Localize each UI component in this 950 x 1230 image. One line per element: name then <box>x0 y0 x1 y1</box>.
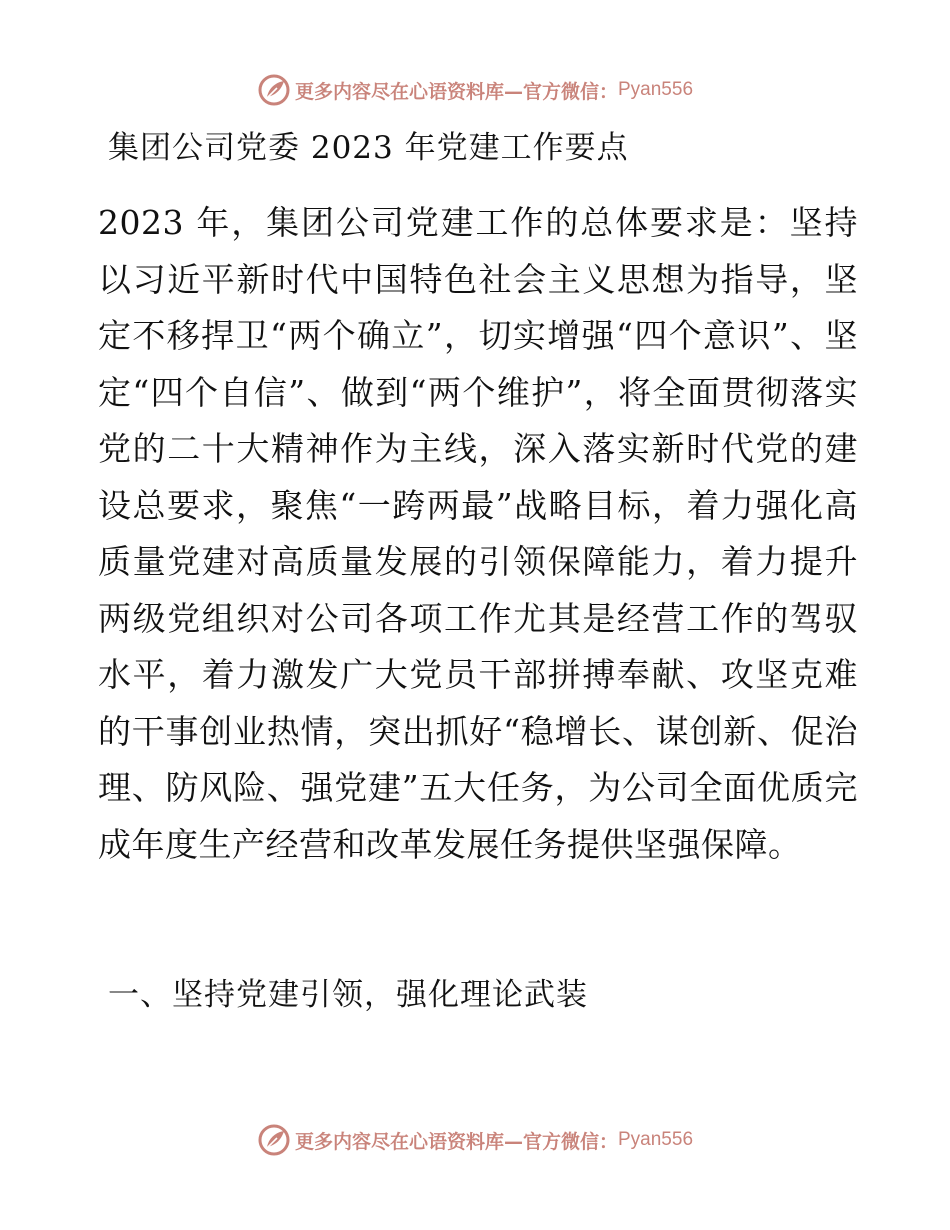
watermark-text: 更多内容尽在心语资料库—官方微信： <box>294 1130 618 1153</box>
watermark-wechat-id: Pyan556 <box>618 1129 694 1150</box>
leaf-logo-icon <box>257 1123 291 1157</box>
document-title: 集团公司党委 2023 年党建工作要点 <box>108 130 629 166</box>
footer-watermark <box>0 1120 950 1160</box>
header-watermark <box>0 70 950 110</box>
intro-paragraph: 2023 年，集团公司党建工作的总体要求是：坚持以习近平新时代中国特色社会主义思想为指导，坚定不移捍卫“两个确立”，切实增强“四个意识”、坚定“四个自信”、做到“两个维护”，将全面贯彻落实党的二十大精神作为主线，深入落实新时代党的建设总要求，聚焦“一跨两最”战略目标，着力强化高质量党建对高质量发展的引领保障能力，着力提升两级党组织对公司各项工作尤其是经营工作的驾驭水平，着力激发广大党员干部拼搏奉献、攻坚克难的干事创业热情，突出抓好“稳增长、谋创新、促治理、防风险、强党建”五大任务，为公司全面优质完成年度生产经营和改革发展任务提供坚强保障。 <box>98 203 858 864</box>
section-heading: 一、坚持党建引领，强化理论武装 <box>108 977 588 1013</box>
watermark-wechat-id: Pyan556 <box>618 79 694 100</box>
watermark-text: 更多内容尽在心语资料库—官方微信： <box>294 80 618 103</box>
leaf-logo-icon <box>257 73 291 107</box>
